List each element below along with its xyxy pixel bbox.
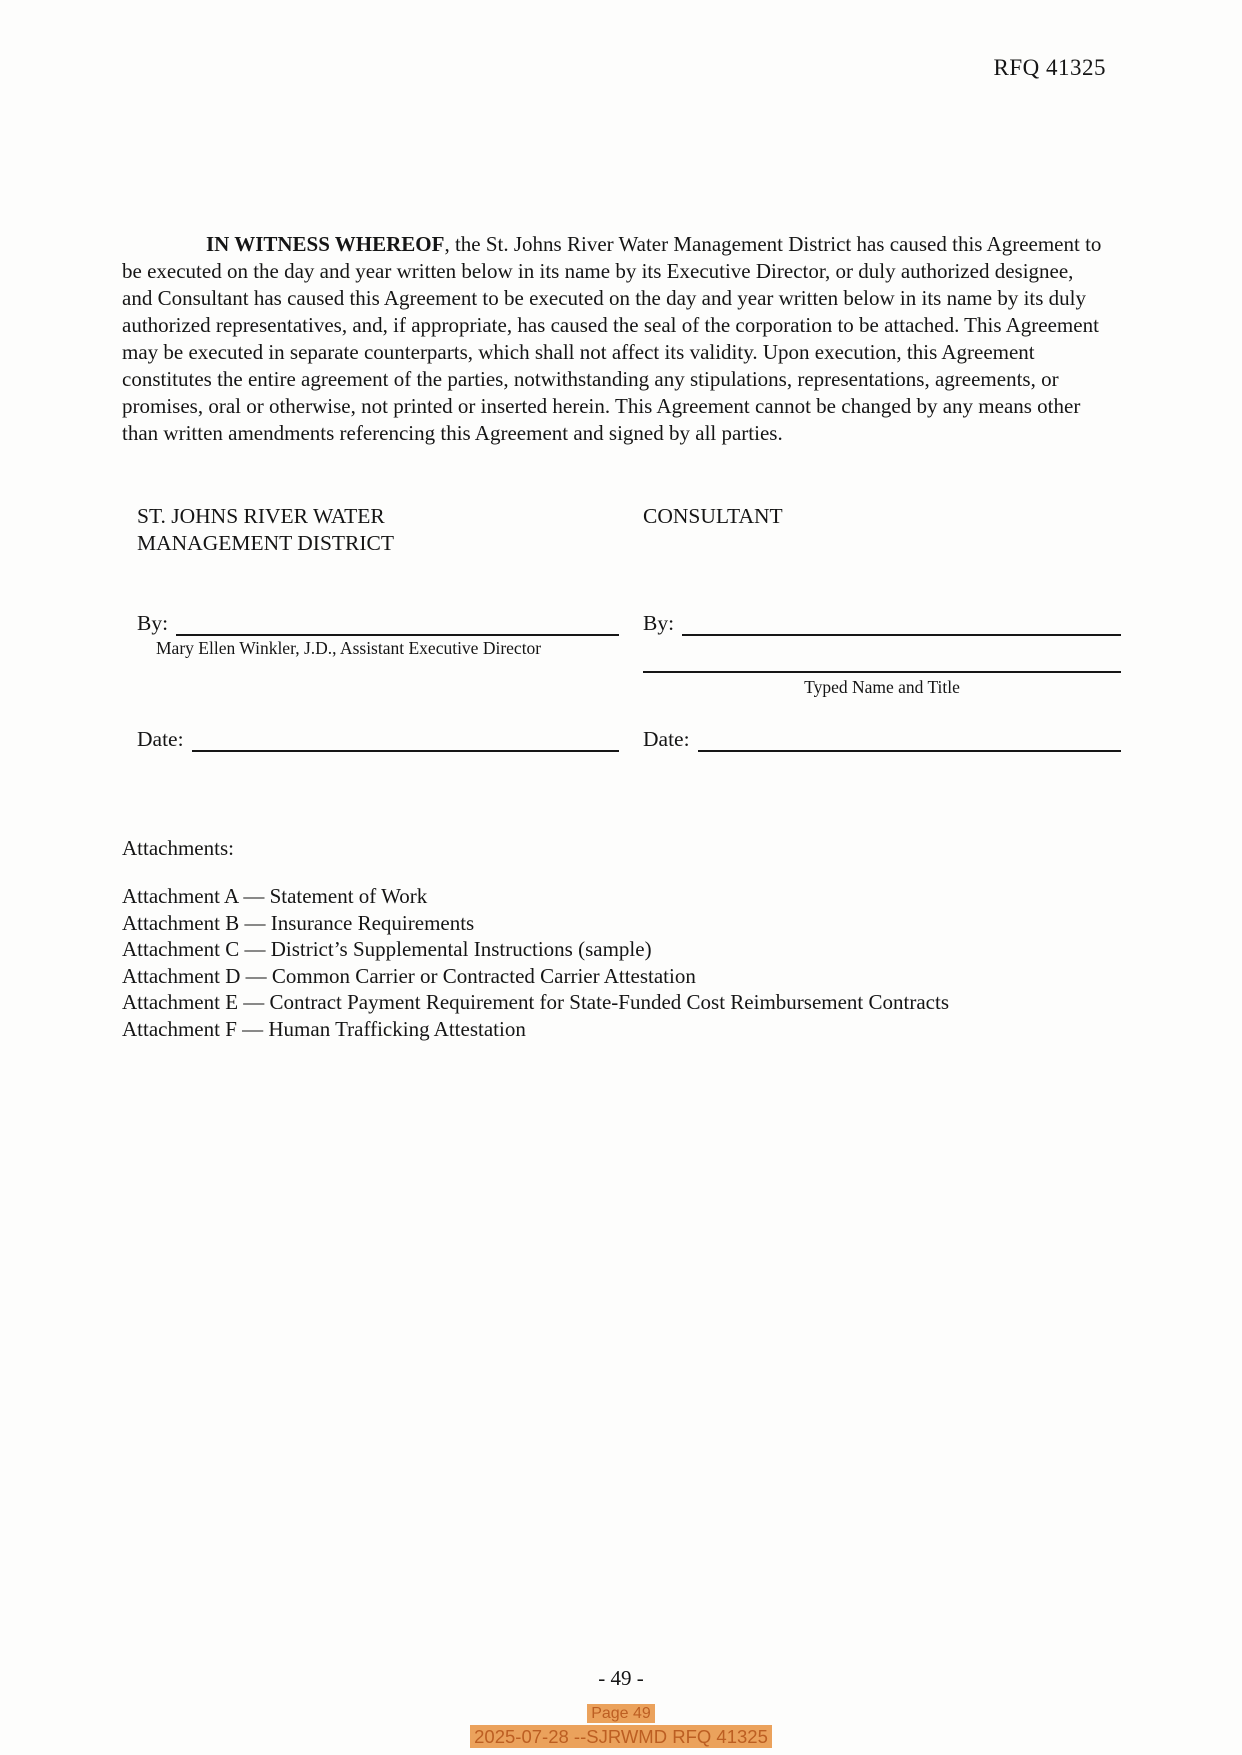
district-signer-caption: Mary Ellen Winkler, J.D., Assistant Executive Director xyxy=(156,638,542,658)
page-number: - 49 - xyxy=(598,1666,644,1690)
consultant-party-line1: CONSULTANT xyxy=(643,504,783,528)
attachments-section xyxy=(122,836,949,1042)
consultant-date-label: Date: xyxy=(643,727,690,751)
footer-stamp-docid-text: 2025-07-28 --SJRWMD RFQ 41325 xyxy=(470,1725,772,1748)
district-date-line[interactable] xyxy=(192,724,619,752)
district-date-row xyxy=(137,724,619,752)
attachment-item: Attachment A — Statement of Work xyxy=(122,884,428,908)
attachment-item: Attachment E — Contract Payment Requirement for State-Funded Cost Reimbursement Contracts xyxy=(122,990,949,1014)
district-party-line1: ST. JOHNS RIVER WATER xyxy=(137,504,385,528)
district-party-line2: MANAGEMENT DISTRICT xyxy=(137,531,395,555)
consultant-typed-name-line[interactable] xyxy=(643,645,1121,673)
footer-stamp-page-text: Page 49 xyxy=(587,1704,655,1723)
witness-paragraph-text: , the St. Johns River Water Management District has caused this Agreement to be executed on the day and year written below in its name by its Executive Director, or duly authorized designee, and Consultant has caused this Agreement to be executed on the day and year written below in its name by its duly authorized representatives, and, if appropriate, has caused the seal of the corporation to be attached. This Agreement may be executed in separate counterparts, which shall not affect its validity. Upon execution, this Agreement constitutes the entire agreement of the parties, notwithstanding any stipulations, representations, agreements, or promises, oral or otherwise, not printed or inserted herein. This Agreement cannot be changed by any means other than written amendments referencing this Agreement and signed by all parties. xyxy=(122,232,1102,445)
attachments-heading: Attachments: xyxy=(122,836,234,860)
attachment-item: Attachment F — Human Trafficking Attestation xyxy=(122,1016,526,1041)
district-signature-line[interactable] xyxy=(176,608,619,636)
consultant-by-label: By: xyxy=(643,611,675,635)
footer-stamp-page xyxy=(0,1705,1242,1723)
attachment-item: Attachment C — District’s Supplemental Instructions (sample) xyxy=(122,937,652,961)
header-rfq-number: RFQ 41325 xyxy=(993,55,1106,80)
witness-paragraph-lead: IN WITNESS WHEREOF xyxy=(206,232,445,256)
consultant-by-row xyxy=(643,608,1121,636)
consultant-signature-line[interactable] xyxy=(682,608,1121,636)
district-by-row xyxy=(137,608,619,636)
district-date-label: Date: xyxy=(137,727,184,751)
consultant-date-row xyxy=(643,724,1121,752)
district-party-name xyxy=(137,503,394,557)
attachment-item: Attachment D — Common Carrier or Contracted Carrier Attestation xyxy=(122,963,696,988)
district-by-label: By: xyxy=(137,611,169,635)
consultant-typed-name-caption: Typed Name and Title xyxy=(804,677,960,697)
footer-stamp-docid xyxy=(0,1726,1242,1748)
attachment-item: Attachment B — Insurance Requirements xyxy=(122,910,475,935)
witness-paragraph xyxy=(122,231,1104,447)
consultant-date-line[interactable] xyxy=(698,724,1121,752)
consultant-party-name xyxy=(643,503,783,530)
